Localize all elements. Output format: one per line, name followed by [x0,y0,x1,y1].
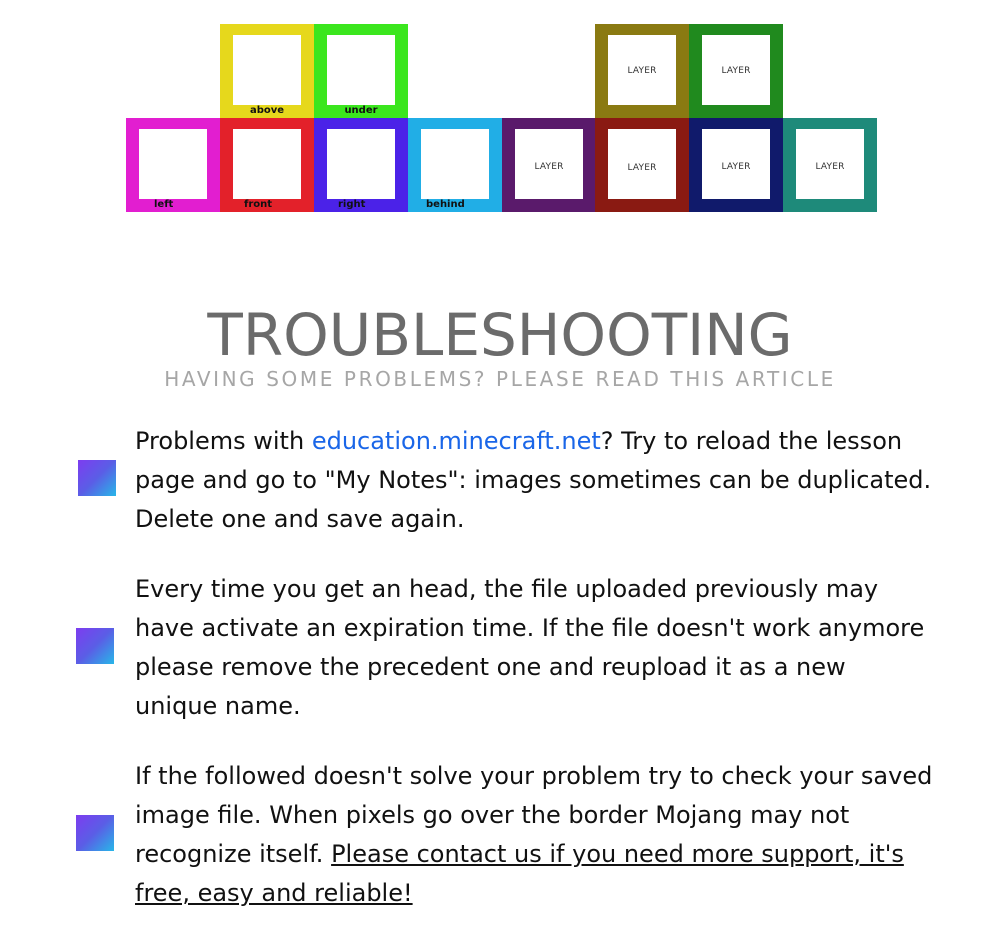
tile-layer-teal-label: LAYER [815,162,845,172]
tile-under-label: under [344,105,378,116]
tile-behind-inner [421,129,489,199]
tip-paragraph-1 [135,422,935,539]
tile-layer-navy [689,118,783,212]
layout-diagram [0,0,1000,240]
tile-right [314,118,408,212]
tile-layer-purple-label: LAYER [534,162,564,172]
tile-above [220,24,314,118]
tip-paragraph-2 [135,570,935,726]
page-title: TROUBLESHOOTING [207,301,793,369]
tile-layer-darkred-label: LAYER [627,163,657,173]
tile-layer-purple [502,118,596,212]
tile-left-label: left [154,199,174,210]
bullet-square-icon [76,628,114,664]
education-minecraft-link[interactable]: education.minecraft.net [311,427,601,455]
tile-right-label: right [338,199,366,210]
tile-under-inner [327,35,395,105]
tile-layer-navy-label: LAYER [721,162,751,172]
tile-front [220,118,314,212]
tile-behind [408,118,502,212]
tile-layer-teal [783,118,877,212]
bullet-square-icon [76,815,114,851]
tile-under [314,24,408,118]
page-subtitle: HAVING SOME PROBLEMS? PLEASE READ THIS ARTICLE [164,367,836,391]
tile-above-label: above [249,105,285,116]
tip-2-text: Every time you get an head, the file uploaded previously may have activate an expiration time. If the file doesn't work anymore please remove the precedent one and reupload it as a new unique name. [135,575,925,720]
tile-right-inner [327,129,395,199]
tile-layer-green [689,24,783,118]
tile-layer-olive [595,24,689,118]
tile-layer-green-label: LAYER [721,66,751,76]
tile-front-label: front [244,199,273,210]
contact-support-link[interactable]: Please contact us if you need more support, it's free, easy and reliable! [135,840,904,907]
tip-1-post: ? Try to reload the lesson page and go to "My Notes": images sometimes can be duplicated. Delete one and save again. [135,427,932,533]
tile-layer-olive-label: LAYER [627,66,657,76]
tip-3-text: If the followed doesn't solve your problem try to check your saved image file. When pixels go over the border Mojang may not recognize itself. [135,762,933,868]
tile-left [126,118,220,212]
tip-paragraph-3 [135,757,935,913]
tip-1-pre: Problems with [135,427,312,455]
tile-front-inner [233,129,301,199]
tile-behind-label: behind [426,199,465,210]
tile-left-inner [139,129,207,199]
bullet-square-icon [78,460,116,496]
tile-above-inner [233,35,301,105]
tile-layer-darkred [595,118,689,212]
